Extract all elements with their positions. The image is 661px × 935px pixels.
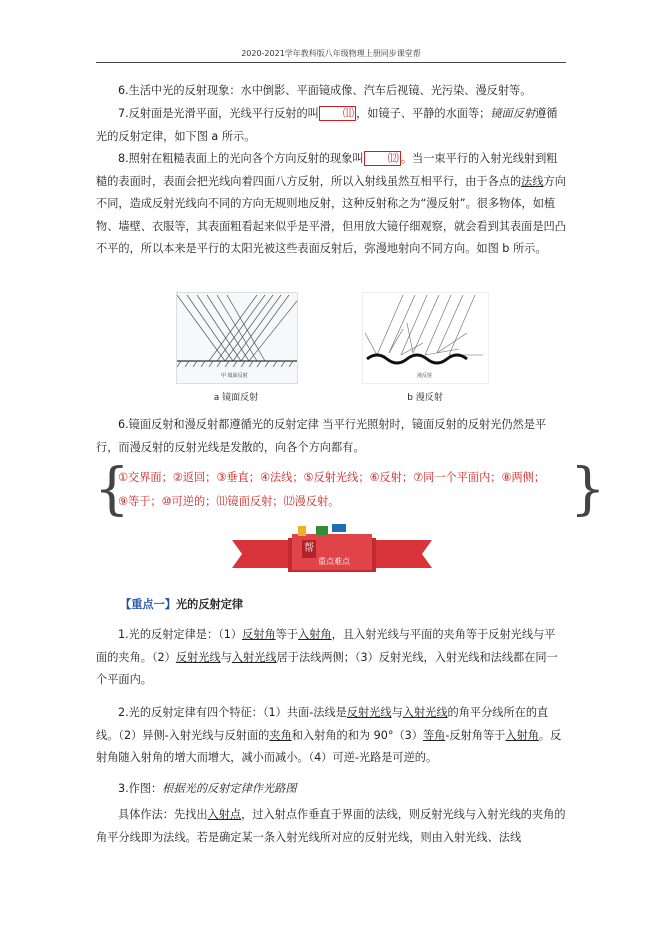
blank-11: ⑾ [319, 106, 356, 121]
paragraph-8 [96, 148, 566, 261]
law2-u4: 等角 [422, 728, 446, 742]
p7-text-b: ，如镜子、平静的水面等； [356, 107, 491, 120]
answer-line-1: ①交界面；②返回；③垂直；④法线；⑤反射光线；⑥反射；⑦同一个平面内；⑧两侧； [118, 471, 546, 484]
answer-line-2: ⑨等于；⑩可逆的；⑾镜面反射；⑿漫反射。 [118, 495, 340, 508]
p7-text-c: 遵循光的反射定律，如下图 a 所示。 [96, 107, 558, 143]
p8-text-a: 8.照射在粗糙表面上的光向各个方向反射的现象叫 [118, 152, 364, 165]
method-a: 具体作法：先找出 [118, 808, 208, 821]
figure-b-caption: b 漫反射 [407, 393, 443, 403]
specular-reflection-diagram [177, 293, 297, 383]
p8-text-b: 。当一束平行的入射光线射到粗糙的表面时，表面会把光线向着四面八方反射，所以入射线虽然互相平行，由于各点的 [96, 152, 558, 188]
key-points-banner [232, 522, 432, 582]
method-paragraph [96, 804, 566, 849]
law2-f: 。反射角随入射角的增大而增大，减小而减小。（4）可逆-光路是可逆的。 [96, 728, 562, 764]
law1-u1: 反射角 [242, 628, 276, 641]
law1-u3: 反射光线 [175, 650, 221, 664]
fig-b-inner-label: 漫反射 [417, 373, 433, 379]
figure-specular [176, 292, 298, 384]
law2-u5: 入射角 [505, 728, 539, 742]
law2-b: 与 [391, 706, 403, 719]
law2-u3: 夹角 [269, 728, 292, 742]
law2-a: 2.光的反射定律有四个特征：（1）共面-法线是 [118, 706, 347, 719]
law2-d: 和入射角的和为 90°（3） [291, 728, 423, 742]
law1-u4: 入射光线 [231, 650, 277, 664]
method-b: ，过入射点作垂直于界面的法线，则反射光线与入射光线的夹角的角平分线即为法线。若是确定某一条入射光线所对应的反射光线，则由入射光线、法线 [96, 808, 566, 844]
diffuse-reflection-diagram [363, 293, 488, 383]
header-rule [96, 62, 566, 63]
paragraph-3-drawing [96, 778, 566, 801]
law1-c: ，且入射光线与平面的夹角等于反射光线与平面的夹角。（2） [96, 628, 556, 664]
paragraph-6b: 6.镜面反射和漫反射都遵循光的反射定律 当平行光照射时，镜面反射的反射光仍然是平行，而漫反射的反射光线是发散的，向各个方向都有。 [96, 418, 547, 454]
banner-badge: 帮 [302, 540, 316, 558]
law1-b: 等于 [275, 628, 299, 641]
p8-underline: 法线 [521, 174, 544, 188]
key-point-1-heading [120, 596, 243, 612]
page-header: 2020-2021学年教科版八年级物理上册同步课堂帮 [241, 49, 421, 58]
law2-e: -反射角等于 [445, 728, 506, 742]
law2-u1: 反射光线 [346, 706, 392, 719]
key1-title: 光的反射定律 [175, 598, 244, 611]
left-brace: { [94, 457, 130, 522]
right-brace: } [570, 457, 606, 522]
p8-text-c: 方向不同，造成反射光线向不同的方向无规则地反射，这种反射称之为“漫反射”。很多物体，如植物、墙壁、衣服等，其表面粗看起来似乎是平滑，但用放大镜仔细观察，就会看到其表面是凹凸不平的，所以本来是平行的太阳光被这些表面反射后，弥漫地射向不同方向。如图 b 所示。 [96, 174, 566, 255]
p7-text-a: 7.反射面是光滑平面，光线平行反射的叫 [118, 107, 319, 120]
paragraph-6a: 6.生活中光的反射现象：水中倒影、平面镜成像、汽车后视镜、光污染、漫反射等。 [118, 84, 532, 97]
law2-c: 的角平分线所在的直线。（2）异侧-入射光线与反射面的 [96, 706, 549, 742]
figure-diffuse [362, 292, 489, 384]
blank-12: ⑿ [364, 151, 401, 166]
law1-u2: 入射角 [298, 628, 332, 641]
law1-d: 与 [220, 650, 232, 664]
p3-italic: 根据光的反射定律作光路图 [162, 782, 297, 795]
figure-a-caption: a 镜面反射 [213, 393, 259, 403]
law1-a: 1.光的反射定律是：（1） [118, 628, 243, 641]
method-u1: 入射点 [207, 808, 242, 821]
law2-u2: 入射光线 [402, 706, 448, 719]
p7-italic: 镜面反射 [490, 107, 536, 120]
banner-label: 重点难点 [318, 557, 350, 566]
fig-a-inner-label: 甲 镜面反射 [221, 373, 248, 379]
key1-bracket: 【重点一】 [120, 598, 176, 611]
p3-a: 3.作图： [118, 782, 163, 795]
paragraph-7 [96, 103, 566, 148]
law-paragraph-1 [96, 624, 566, 692]
law-paragraph-2 [96, 702, 566, 770]
law1-e: 居于法线两侧；（3）反射光线，入射光线和法线都在同一个平面内。 [96, 650, 558, 686]
